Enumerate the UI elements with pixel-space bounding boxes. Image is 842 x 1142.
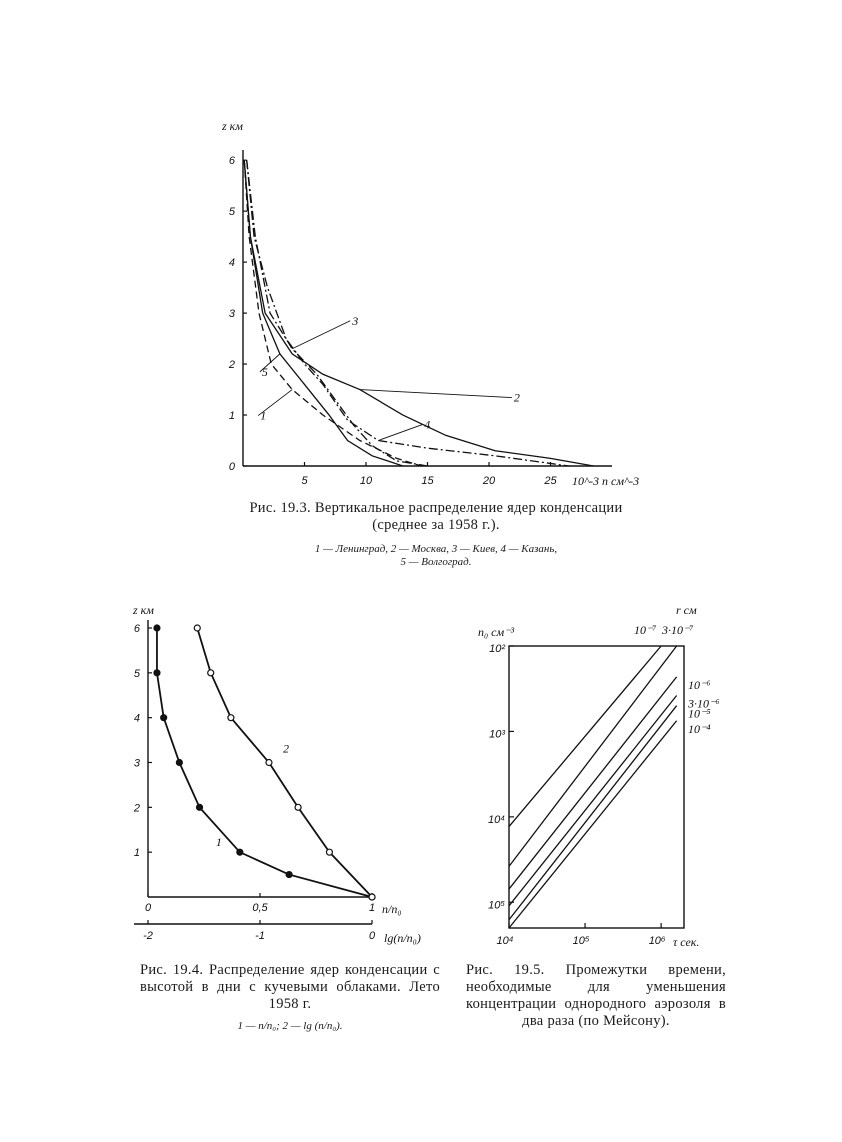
fig194-xtick-label-top: 0,5 (252, 902, 268, 914)
fig193-series-label: 1 (260, 408, 267, 423)
fig194-legend: 1 — n/n₀; 2 — lg (n/n₀). (237, 1020, 343, 1032)
fig193-ytick-label: 5 (228, 206, 235, 219)
fig193-xtick-label: 15 (421, 475, 434, 487)
fig195-right-label: r см (676, 603, 697, 617)
fig193-series-line (244, 160, 403, 466)
fig194-ylabel: z км (133, 603, 154, 617)
fig194-data-point (286, 872, 292, 878)
fig193-caption: Рис. 19.3. Вертикальное распределение ядер конденсации (среднее за 1958 г.). (249, 500, 623, 533)
fig195-series-line (509, 646, 661, 827)
fig193-series-label: 4 (424, 417, 431, 432)
fig195-series-line (509, 706, 677, 920)
fig194-data-point (154, 625, 160, 631)
fig193-ytick-label: 0 (228, 461, 235, 473)
fig195-ylabel: n₀ см⁻³ (478, 625, 515, 639)
fig194-data-point (161, 715, 167, 721)
fig193-ytick-label: 6 (228, 155, 235, 168)
fig195-xtick-label: 10⁴ (496, 935, 514, 947)
fig194-data-point (154, 670, 160, 676)
fig195-xtick-label: 10⁵ (572, 935, 590, 947)
fig194-xtick-label-bottom: -2 (143, 930, 153, 942)
fig194-caption: Рис. 19.4. Распределение ядер конденсации с высотой в дни с кучевыми облаками. Лето 1958 г. (140, 962, 440, 1012)
fig194-xtick-label-top: 0 (144, 902, 152, 914)
fig194-ytick-label: 5 (133, 667, 140, 680)
fig195-series-label: 10⁻⁷ (634, 623, 657, 637)
fig195-series-label: 3·10⁻⁶ (688, 696, 720, 711)
fig194-data-point (197, 804, 203, 810)
fig194-data-point (295, 804, 301, 810)
fig195-series-label: 10⁻⁴ (688, 721, 711, 736)
fig195-series-label: 10⁻⁶ (688, 677, 711, 692)
fig194-series-line (157, 628, 372, 897)
fig194-data-point (237, 849, 243, 855)
fig193-xtick-label: 10 (359, 475, 373, 487)
fig194-data-point (208, 670, 214, 676)
fig194-data-point (194, 625, 200, 631)
fig195-ytick-label: 10⁴ (488, 813, 505, 826)
fig193-series-label: 2 (513, 390, 520, 405)
figure-19-5-chart (478, 603, 720, 949)
fig194-xlabel-top: n/n₀ (382, 902, 402, 916)
fig194-series-line (197, 628, 372, 897)
fig193-ytick-label: 4 (228, 257, 235, 270)
fig195-caption: Рис. 19.5. Промежутки времени, необходимые для уменьшения концентрации однородного аэрозоля в два раза (по Мейсону). (466, 962, 726, 1029)
fig195-series-line (509, 646, 677, 866)
fig193-ytick-label: 3 (228, 308, 235, 321)
figure-19-4-chart (132, 603, 421, 945)
fig193-series-label: 3 (352, 313, 359, 328)
fig194-xtick-label-bottom: -1 (255, 930, 265, 942)
fig193-series-line (247, 160, 569, 466)
fig194-ytick-label: 6 (133, 623, 140, 635)
fig195-series-line (509, 721, 677, 928)
fig194-ytick-label: 2 (133, 802, 140, 815)
fig195-xlabel: τ сек. (673, 935, 700, 949)
fig193-series-leader (378, 425, 422, 441)
fig194-data-point (369, 894, 375, 900)
fig194-data-point (228, 715, 234, 721)
fig193-series-line (244, 160, 593, 466)
fig195-ytick-label: 10⁵ (488, 899, 505, 912)
fig194-ytick-label: 3 (133, 757, 140, 770)
fig193-ytick-label: 1 (228, 410, 235, 423)
fig194-ytick-label: 1 (133, 847, 140, 860)
fig193-series-label: 5 (261, 364, 268, 379)
fig193-xtick-label: 5 (301, 475, 308, 487)
fig194-data-point (326, 849, 332, 855)
figure-19-3-chart (221, 119, 639, 488)
fig194-data-point (266, 760, 272, 766)
fig195-ytick-label: 10³ (489, 728, 505, 741)
fig193-series-leader (360, 390, 512, 398)
fig194-series-label: 2 (282, 741, 289, 756)
fig195-series-label: 3·10⁻⁷ (662, 623, 694, 637)
fig194-data-point (176, 760, 182, 766)
fig193-ytick-label: 2 (228, 359, 235, 372)
fig195-ytick-label: 10² (489, 643, 505, 655)
fig194-xtick-label-top: 1 (368, 902, 376, 914)
fig194-ytick-label: 4 (133, 712, 140, 725)
fig193-legend-line1: 1 — Ленинград, 2 — Москва, 3 — Киев, 4 — Казань, (314, 543, 558, 555)
fig195-series-label: 10⁻⁵ (688, 706, 711, 721)
fig193-ylabel: z км (222, 119, 243, 133)
fig193-legend-line2: 5 — Волгоград. (400, 556, 472, 568)
fig194-xtick-label-bottom: 0 (368, 930, 376, 942)
fig195-xtick-label: 10⁶ (648, 935, 666, 947)
fig193-series-line (247, 160, 431, 466)
fig195-series-line (509, 677, 677, 889)
fig194-xlabel-bottom: lg(n/n₀) (384, 931, 421, 945)
fig193-xlabel: 10^-3 n см^-3 (572, 474, 640, 488)
fig193-xtick-label: 20 (482, 475, 496, 487)
fig193-xtick-label: 25 (544, 475, 557, 487)
fig193-series-leader (292, 321, 350, 349)
fig194-series-label: 1 (215, 835, 222, 850)
